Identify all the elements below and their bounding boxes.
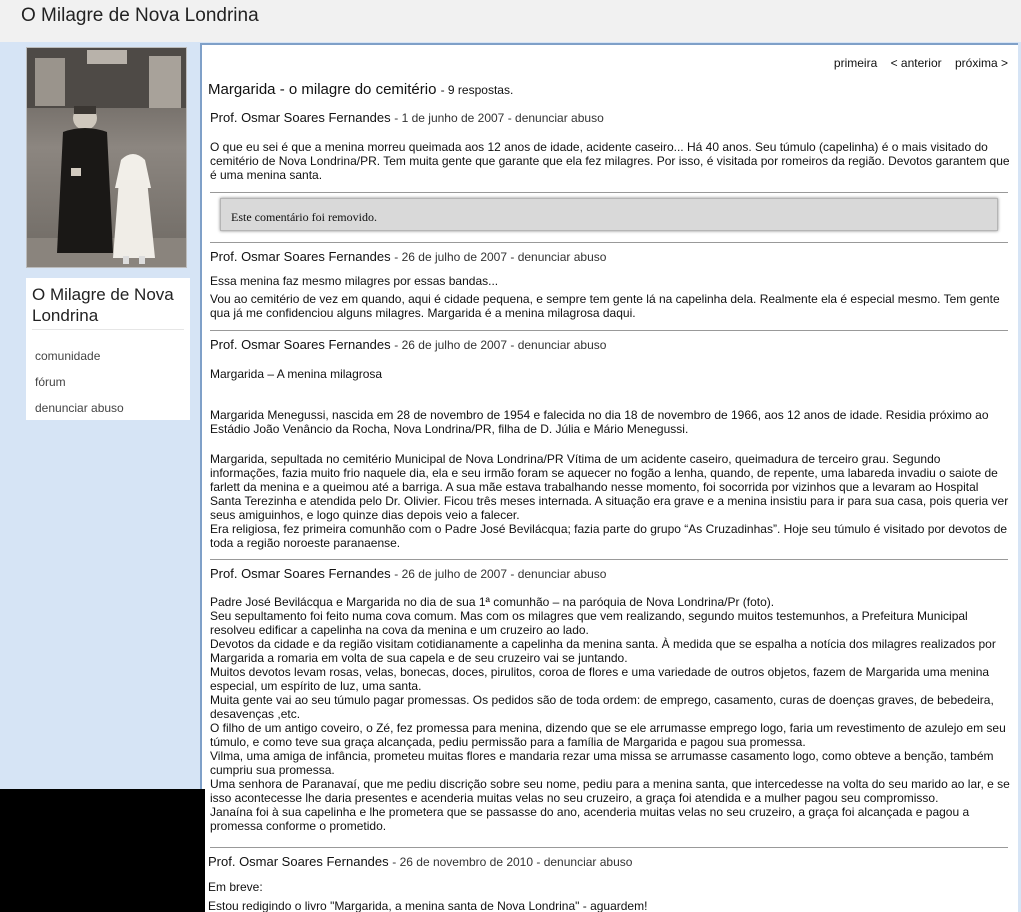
reply-count: - 9 respostas. xyxy=(440,83,514,97)
thread-title-text: Margarida - o milagre do cemitério xyxy=(208,81,437,98)
post-meta[interactable]: - 26 de julho de 2007 - denunciar abuso xyxy=(394,567,607,581)
post-body: Essa menina faz mesmo milagres por essas bandas... xyxy=(210,274,499,288)
post-body: Margarida Menegussi, nascida em 28 de novembro de 1954 e falecida no dia 18 de novembro de 1966, aos 12 anos de idade. Residia próximo ao Estádio João Venâncio da Rocha, Nova Londrina/PR, filha de D. Júlia e Mário Menegussi. xyxy=(210,408,989,436)
site-title[interactable]: O Milagre de Nova Londrina xyxy=(21,5,259,26)
post-divider xyxy=(210,192,1008,193)
post-meta[interactable]: - 26 de julho de 2007 - denunciar abuso xyxy=(394,338,607,352)
post-header xyxy=(210,566,606,581)
post-divider xyxy=(210,847,1008,848)
sidebar-item-denunciar-abuso[interactable]: denunciar abuso xyxy=(35,401,124,415)
post-body: Em breve: xyxy=(208,880,263,894)
post-body: Padre José Bevilácqua e Margarida no dia de sua 1ª comunhão – na paróquia de Nova Londrina/Pr (foto). Seu sepultamento foi feito numa cova comum. Mas com os milagres que vem realizando, segundo muitos testemunhos, a Prefeitura Municipal resolveu edificar a capelinha na cova da menina e um cruzeiro ao lado. Devotos da cidade e da região visitam cotidianamente a capelinha da menina santa. À medida que se espalha a notícia dos milagres realizados por Margarida a romaria em volta de sua capela e de seu cruzeiro vai se juntando. Muitos devotos levam rosas, velas, bonecas, doces, pirulitos, coroa de flores e uma variedade de outros objetos, fazem de Margarida uma menina especial, um espírito de luz, uma santa. Muita gente vai ao seu túmulo pagar promessas. Os pedidos são de toda ordem: de emprego, casamento, curas de doenças graves, de bebedeira, desavenças ,etc. O filho de um antigo coveiro, o Zé, fez promessa para menina, dizendo que se ele arrumasse emprego logo, faria um revestimento de azulejo em seu túmulo, e como teve sua graça alcançada, pediu permissão para a família de Margarida e pagou sua promessa. Vilma, uma amiga de infância, prometeu muitas flores e mandaria rezar uma missa se arrumasse casamento logo, como obteve a benção, também cumpriu sua promessa. Uma senhora de Paranavaí, que me pediu discrição sobre seu nome, pediu para a menina santa, que intercedesse na volta do seu marido ao lar, e se isso acontecesse lhe daria presentes e acenderia muitas velas no seu cruzeiro, a graça foi atendida e a mulher pagou seu compromisso. Janaína foi à sua capelinha e lhe prometera que se passasse do ano, acenderia muitas velas no seu cruzeiro, a graça foi alcançada e pagou a promessa conforme o prometido. xyxy=(210,595,1010,833)
photo-image xyxy=(27,48,187,268)
post-meta[interactable]: - 1 de junho de 2007 - denunciar abuso xyxy=(394,111,604,125)
post-meta[interactable]: - 26 de novembro de 2010 - denunciar abuso xyxy=(392,855,633,869)
sidebar-item-comunidade[interactable]: comunidade xyxy=(35,349,101,363)
post-body: Vou ao cemitério de vez em quando, aqui é cidade pequena, e sempre tem gente lá na capelinha dela. Realmente ela é especial mesmo. Tem gente qua já me confidenciou alguns milagres. Margarida é a menina milagrosa daqui. xyxy=(210,292,1000,320)
redaction-block xyxy=(0,789,205,912)
community-name[interactable]: O Milagre de Nova Londrina xyxy=(32,285,174,325)
post-author[interactable]: Prof. Osmar Soares Fernandes xyxy=(210,566,391,581)
post-divider xyxy=(210,242,1008,243)
post-meta[interactable]: - 26 de julho de 2007 - denunciar abuso xyxy=(394,250,607,264)
post-body: Estou redigindo o livro "Margarida, a menina santa de Nova Londrina" - aguardem! xyxy=(208,899,648,912)
post-divider xyxy=(210,330,1008,331)
post-body: O que eu sei é que a menina morreu queimada aos 12 anos de idade, acidente caseiro... Há 40 anos. Seu túmulo (capelinha) é o mais visitado do cemitério de Nova Londrina/PR. Tem muita gente que garante que ela fez milagres. Por isso, é visitada por romeiros da região. Devotos garantem que é uma menina santa. xyxy=(210,140,1010,182)
pager-prev-link[interactable]: < anterior xyxy=(890,56,942,70)
sidebar-divider xyxy=(32,329,184,330)
post-body: Margarida, sepultada no cemitério Municipal de Nova Londrina/PR Vítima de um acidente caseiro, queimadura de terceiro grau. Segundo informações, fazia muito frio naquele dia, ela e seu irmão foram se aquecer no fogão a lenha, quando, de repente, uma labareda invadiu o saiote de farlett da menina e a queimou até a barriga. A sua mãe estava trabalhando nesse momento, foi socorrida por vizinhos que a levaram ao Hospital Santa Terezinha e atendida pelo Dr. Olivier. Ficou três meses internada. A situação era grave e a menina insistiu para ir para sua casa, pois queria ver seus amiguinhos, e logo quinze dias depois veio a falecer. Era religiosa, fez primeira comunhão com o Padre José Bevilácqua; fazia parte do grupo “As Cruzadinhas”. Hoje seu túmulo é visitado por devotos de toda a região noroeste paranaense. xyxy=(210,452,1009,550)
post-header xyxy=(210,110,604,125)
post-divider xyxy=(210,559,1008,560)
post-header xyxy=(208,854,632,869)
post-author[interactable]: Prof. Osmar Soares Fernandes xyxy=(210,337,391,352)
removed-comment-notice: Este comentário foi removido. xyxy=(220,198,998,231)
community-sidebar xyxy=(26,278,190,420)
post-author[interactable]: Prof. Osmar Soares Fernandes xyxy=(210,110,391,125)
post-author[interactable]: Prof. Osmar Soares Fernandes xyxy=(210,249,391,264)
community-photo xyxy=(26,47,187,268)
post-body: Margarida – A menina milagrosa xyxy=(210,367,383,381)
sidebar-item-forum[interactable]: fórum xyxy=(35,375,66,389)
forum-thread-panel xyxy=(200,43,1018,912)
post-header xyxy=(210,337,606,352)
pager-first-link[interactable]: primeira xyxy=(833,56,878,70)
post-author[interactable]: Prof. Osmar Soares Fernandes xyxy=(208,854,389,869)
post-header xyxy=(210,249,606,264)
pager-next-link[interactable]: próxima > xyxy=(954,56,1008,70)
top-bar xyxy=(0,0,1021,42)
pagination xyxy=(824,56,1008,70)
thread-title xyxy=(208,81,513,98)
